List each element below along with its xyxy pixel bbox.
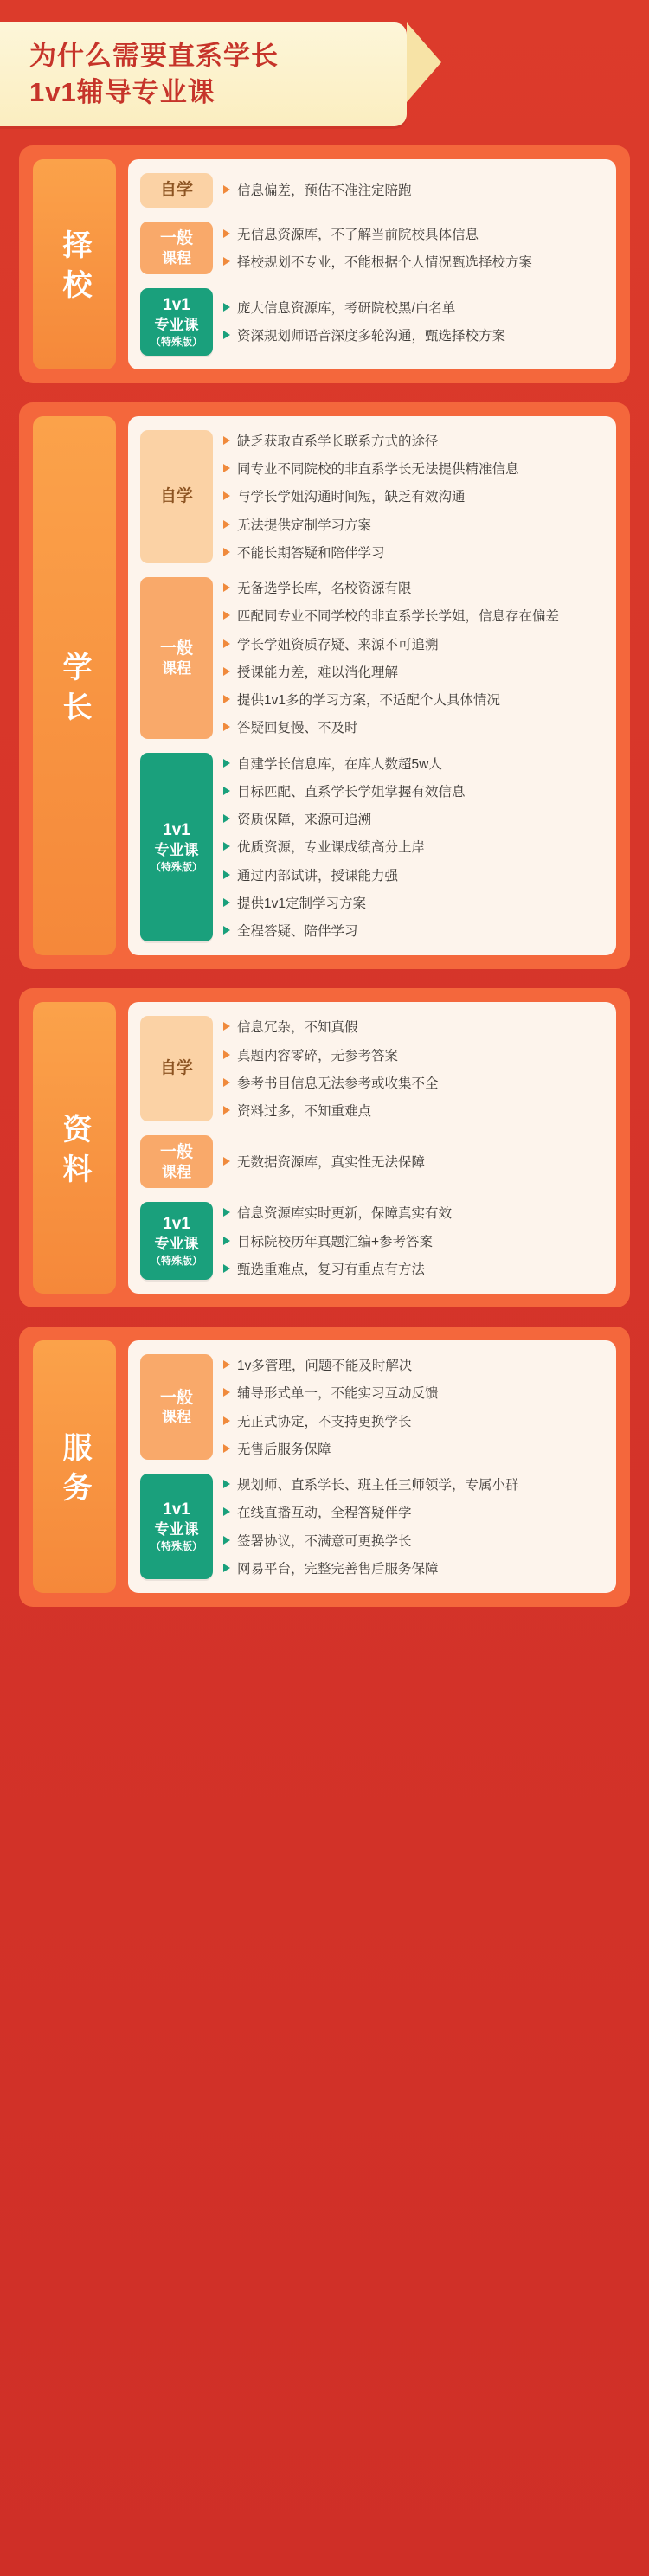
bullet-text: 提供1v1多的学习方案，不适配个人具体情况 <box>237 693 500 708</box>
plan-tag-line1: 1v1 <box>163 1500 190 1519</box>
comparison-row-pro <box>140 1202 604 1280</box>
bullet-text: 资深规划师语音深度多轮沟通，甄选择校方案 <box>237 329 506 344</box>
bullet-item <box>223 579 604 599</box>
bullet-item <box>223 1232 604 1252</box>
arrow-bullet-icon <box>223 1564 230 1572</box>
bullet-item <box>223 516 604 536</box>
plan-tag-line1: 1v1 <box>163 820 190 839</box>
bullet-text: 不能长期答疑和陪伴学习 <box>237 545 385 561</box>
category-text: 服务 <box>58 1432 91 1512</box>
bullet-text: 择校规划不专业，不能根据个人情况甄选择校方案 <box>237 254 533 270</box>
header-banner <box>0 0 649 145</box>
plan-tag-line2: 专业课 <box>154 1520 199 1538</box>
arrow-bullet-icon <box>223 1444 230 1453</box>
category-text: 择校 <box>58 229 91 310</box>
bullet-text: 1v多管理，问题不能及时解决 <box>237 1359 413 1373</box>
comparison-row-normal <box>140 1354 604 1460</box>
arrow-bullet-icon <box>223 1360 230 1369</box>
comparison-panel <box>128 1340 616 1593</box>
bullet-text: 无售后服务保障 <box>237 1442 331 1457</box>
plan-tag-line1: 自学 <box>159 1059 193 1078</box>
arrow-bullet-icon <box>223 464 230 472</box>
arrow-bullet-icon <box>223 491 230 500</box>
bullet-text: 授课能力差，难以消化理解 <box>237 665 399 680</box>
bullet-text: 与学长学姐沟通时间短，缺乏有效沟通 <box>237 490 466 505</box>
plan-tag-line2: 课程 <box>162 249 191 267</box>
bullet-item <box>223 1260 604 1280</box>
bullet-item <box>223 1440 604 1460</box>
page-title <box>29 38 381 111</box>
bullet-text: 无备选学长库，名校资源有限 <box>237 581 412 596</box>
arrow-bullet-icon <box>223 257 230 266</box>
arrow-bullet-icon <box>223 229 230 238</box>
bullet-item <box>223 299 604 318</box>
plan-tag-line1: 一般 <box>159 1143 193 1162</box>
bullet-text: 自建学长信息库，在库人数超5w人 <box>237 756 442 772</box>
bullet-item <box>223 1475 604 1495</box>
bullet-text: 无数据资源库，真实性无法保障 <box>237 1155 426 1171</box>
plan-tag-pro <box>140 753 213 942</box>
plan-tag-normal <box>140 1135 213 1188</box>
category-label-学长 <box>33 416 116 956</box>
arrow-bullet-icon <box>223 695 230 703</box>
plan-tag-line2: 课程 <box>162 1409 191 1426</box>
bullet-item <box>223 1018 604 1037</box>
bullet-item <box>223 718 604 738</box>
plan-tag-line3: （特殊版） <box>150 860 202 873</box>
comparison-row-self <box>140 173 604 208</box>
bullet-text: 信息冗杂，不知真假 <box>237 1020 358 1036</box>
arrow-bullet-icon <box>223 1507 230 1516</box>
arrow-bullet-icon <box>223 1157 230 1166</box>
bullet-item <box>223 1532 604 1551</box>
bullet-text: 学长学姐资质存疑、来源不可追溯 <box>237 637 439 652</box>
bullet-item <box>223 1153 604 1172</box>
plan-tag-line1: 自学 <box>159 181 193 199</box>
arrow-bullet-icon <box>223 1264 230 1273</box>
bullet-item <box>223 1046 604 1066</box>
plan-tag-line1: 一般 <box>159 639 193 658</box>
arrow-bullet-icon <box>223 842 230 851</box>
section-inner <box>33 1340 616 1593</box>
arrow-bullet-icon <box>223 548 230 556</box>
plan-tag-line2: 专业课 <box>154 316 199 333</box>
bullet-text: 在线直播互动，全程答疑伴学 <box>237 1506 412 1521</box>
bullet-text: 网易平台，完整完善售后服务保障 <box>237 1561 439 1577</box>
category-label-资料 <box>33 1002 116 1294</box>
bullet-item <box>223 922 604 941</box>
plan-tag-line2: 专业课 <box>154 1235 199 1252</box>
bullet-text: 同专业不同院校的非直系学长无法提供精准信息 <box>237 462 519 477</box>
arrow-bullet-icon <box>223 639 230 648</box>
plan-tag-line1: 1v1 <box>163 295 190 314</box>
bullet-item <box>223 487 604 507</box>
bullet-item <box>223 894 604 914</box>
arrow-bullet-icon <box>223 723 230 731</box>
bullet-text: 信息偏差，预估不准注定陪跑 <box>237 183 412 199</box>
bullet-list <box>223 1474 604 1579</box>
bullet-item <box>223 607 604 626</box>
arrow-bullet-icon <box>223 870 230 879</box>
bullet-text: 全程答疑、陪伴学习 <box>237 924 358 939</box>
bullet-item <box>223 225 604 245</box>
plan-tag-self <box>140 1016 213 1121</box>
bullet-text: 提供1v1定制学习方案 <box>237 896 366 911</box>
plan-tag-self <box>140 173 213 208</box>
comparison-row-pro <box>140 1474 604 1579</box>
arrow-bullet-icon <box>223 787 230 795</box>
plan-tag-self <box>140 430 213 563</box>
arrow-bullet-icon <box>223 1208 230 1217</box>
bullet-text: 信息资源库实时更新，保障真实有效 <box>237 1206 453 1222</box>
bullet-item <box>223 1356 604 1376</box>
bullet-item <box>223 1102 604 1121</box>
arrow-bullet-icon <box>223 1237 230 1245</box>
arrow-bullet-icon <box>223 759 230 768</box>
arrow-bullet-icon <box>223 1078 230 1087</box>
category-label-择校 <box>33 159 116 369</box>
section-inner <box>33 416 616 956</box>
arrow-bullet-icon <box>223 1480 230 1488</box>
comparison-row-normal <box>140 577 604 739</box>
bullet-list <box>223 1354 604 1460</box>
sections-container <box>0 145 649 1607</box>
plan-tag-line1: 一般 <box>159 228 193 247</box>
comparison-row-pro <box>140 753 604 942</box>
bullet-text: 资料过多，不知重难点 <box>237 1104 372 1119</box>
arrow-bullet-icon <box>223 1536 230 1545</box>
bullet-text: 签署协议，不满意可更换学长 <box>237 1533 412 1549</box>
category-text: 学长 <box>58 651 91 731</box>
comparison-row-normal <box>140 222 604 274</box>
category-text: 资料 <box>58 1113 91 1193</box>
bullet-text: 匹配同专业不同学校的非直系学长学姐，信息存在偏差 <box>237 609 560 625</box>
bullet-item <box>223 866 604 886</box>
bullet-list <box>223 430 604 563</box>
bullet-text: 优质资源，专业课成绩高分上岸 <box>237 840 426 856</box>
bullet-text: 甄选重难点，复习有重点有方法 <box>237 1262 426 1277</box>
bullet-item <box>223 459 604 479</box>
section-inner <box>33 159 616 369</box>
bullet-text: 辅导形式单一，不能实习互动反馈 <box>237 1386 439 1402</box>
bullet-list <box>223 1135 604 1188</box>
bullet-list <box>223 222 604 274</box>
plan-tag-pro <box>140 288 213 356</box>
section-inner <box>33 1002 616 1294</box>
bullet-item <box>223 1412 604 1432</box>
bullet-item <box>223 1074 604 1094</box>
bullet-list <box>223 1202 604 1280</box>
bullet-item <box>223 663 604 683</box>
plan-tag-pro <box>140 1474 213 1579</box>
bullet-item <box>223 635 604 655</box>
bullet-item <box>223 1204 604 1224</box>
arrow-bullet-icon <box>223 926 230 935</box>
category-label-服务 <box>33 1340 116 1593</box>
arrow-bullet-icon <box>223 1388 230 1397</box>
bullet-item <box>223 1559 604 1579</box>
plan-tag-line3: （特殊版） <box>150 1540 202 1552</box>
bullet-text: 目标匹配、直系学长学姐掌握有效信息 <box>237 784 466 800</box>
comparison-row-self <box>140 1016 604 1121</box>
comparison-row-pro <box>140 288 604 356</box>
comparison-row-normal <box>140 1135 604 1188</box>
plan-tag-line3: （特殊版） <box>150 335 202 348</box>
bullet-item <box>223 782 604 802</box>
bullet-item <box>223 755 604 774</box>
arrow-bullet-icon <box>223 436 230 445</box>
bullet-item <box>223 838 604 858</box>
plan-tag-pro <box>140 1202 213 1280</box>
bullet-item <box>223 326 604 346</box>
bullet-list <box>223 753 604 942</box>
bullet-list <box>223 288 604 356</box>
arrow-bullet-icon <box>223 331 230 339</box>
bullet-text: 无信息资源库，不了解当前院校具体信息 <box>237 227 479 242</box>
comparison-panel <box>128 159 616 369</box>
section-服务 <box>19 1327 630 1607</box>
plan-tag-line1: 自学 <box>159 487 193 505</box>
bullet-text: 目标院校历年真题汇编+参考答案 <box>237 1234 434 1249</box>
bullet-text: 庞大信息资源库，考研院校黑/白名单 <box>237 301 456 316</box>
arrow-bullet-icon <box>223 611 230 620</box>
section-资料 <box>19 988 630 1307</box>
bullet-item <box>223 253 604 273</box>
title-ribbon <box>0 22 407 126</box>
plan-tag-line2: 课程 <box>162 1164 191 1180</box>
plan-tag-line3: （特殊版） <box>150 1255 202 1268</box>
section-学长 <box>19 402 630 970</box>
comparison-panel <box>128 416 616 956</box>
bullet-text: 真题内容零碎，无参考答案 <box>237 1048 399 1063</box>
bullet-item <box>223 1384 604 1404</box>
arrow-bullet-icon <box>223 667 230 676</box>
arrow-bullet-icon <box>223 303 230 312</box>
plan-tag-line2: 专业课 <box>154 841 199 858</box>
plan-tag-line2: 课程 <box>162 659 191 677</box>
comparison-panel <box>128 1002 616 1294</box>
bullet-text: 答疑回复慢、不及时 <box>237 721 358 736</box>
arrow-bullet-icon <box>223 1022 230 1031</box>
plan-tag-normal <box>140 1354 213 1460</box>
bullet-list <box>223 173 604 208</box>
page-title-line2: 1v1辅导专业课 <box>29 76 215 107</box>
bullet-text: 参考书目信息无法参考或收集不全 <box>237 1076 439 1091</box>
arrow-bullet-icon <box>223 185 230 194</box>
bullet-item <box>223 810 604 830</box>
bullet-list <box>223 577 604 739</box>
bullet-text: 通过内部试讲，授课能力强 <box>237 868 399 883</box>
bullet-item <box>223 432 604 452</box>
arrow-bullet-icon <box>223 520 230 529</box>
plan-tag-normal <box>140 222 213 274</box>
bullet-list <box>223 1016 604 1121</box>
bullet-text: 无法提供定制学习方案 <box>237 517 372 533</box>
plan-tag-line1: 一般 <box>159 1388 193 1407</box>
arrow-bullet-icon <box>223 1416 230 1425</box>
plan-tag-normal <box>140 577 213 739</box>
bullet-text: 资质保障，来源可追溯 <box>237 813 372 827</box>
ribbon-tail-icon <box>407 22 441 102</box>
arrow-bullet-icon <box>223 1106 230 1115</box>
comparison-row-self <box>140 430 604 563</box>
section-择校 <box>19 145 630 383</box>
bullet-item <box>223 181 604 201</box>
bullet-text: 缺乏获取直系学长联系方式的途径 <box>237 434 439 449</box>
arrow-bullet-icon <box>223 1050 230 1059</box>
bullet-item <box>223 543 604 563</box>
page-title-line1: 为什么需要直系学长 <box>29 41 279 71</box>
bullet-text: 无正式协定，不支持更换学长 <box>237 1414 412 1429</box>
plan-tag-line1: 1v1 <box>163 1215 190 1234</box>
arrow-bullet-icon <box>223 583 230 592</box>
bullet-text: 规划师、直系学长、班主任三师领学，专属小群 <box>237 1478 519 1493</box>
bullet-item <box>223 691 604 710</box>
arrow-bullet-icon <box>223 898 230 907</box>
bullet-item <box>223 1503 604 1523</box>
arrow-bullet-icon <box>223 814 230 823</box>
